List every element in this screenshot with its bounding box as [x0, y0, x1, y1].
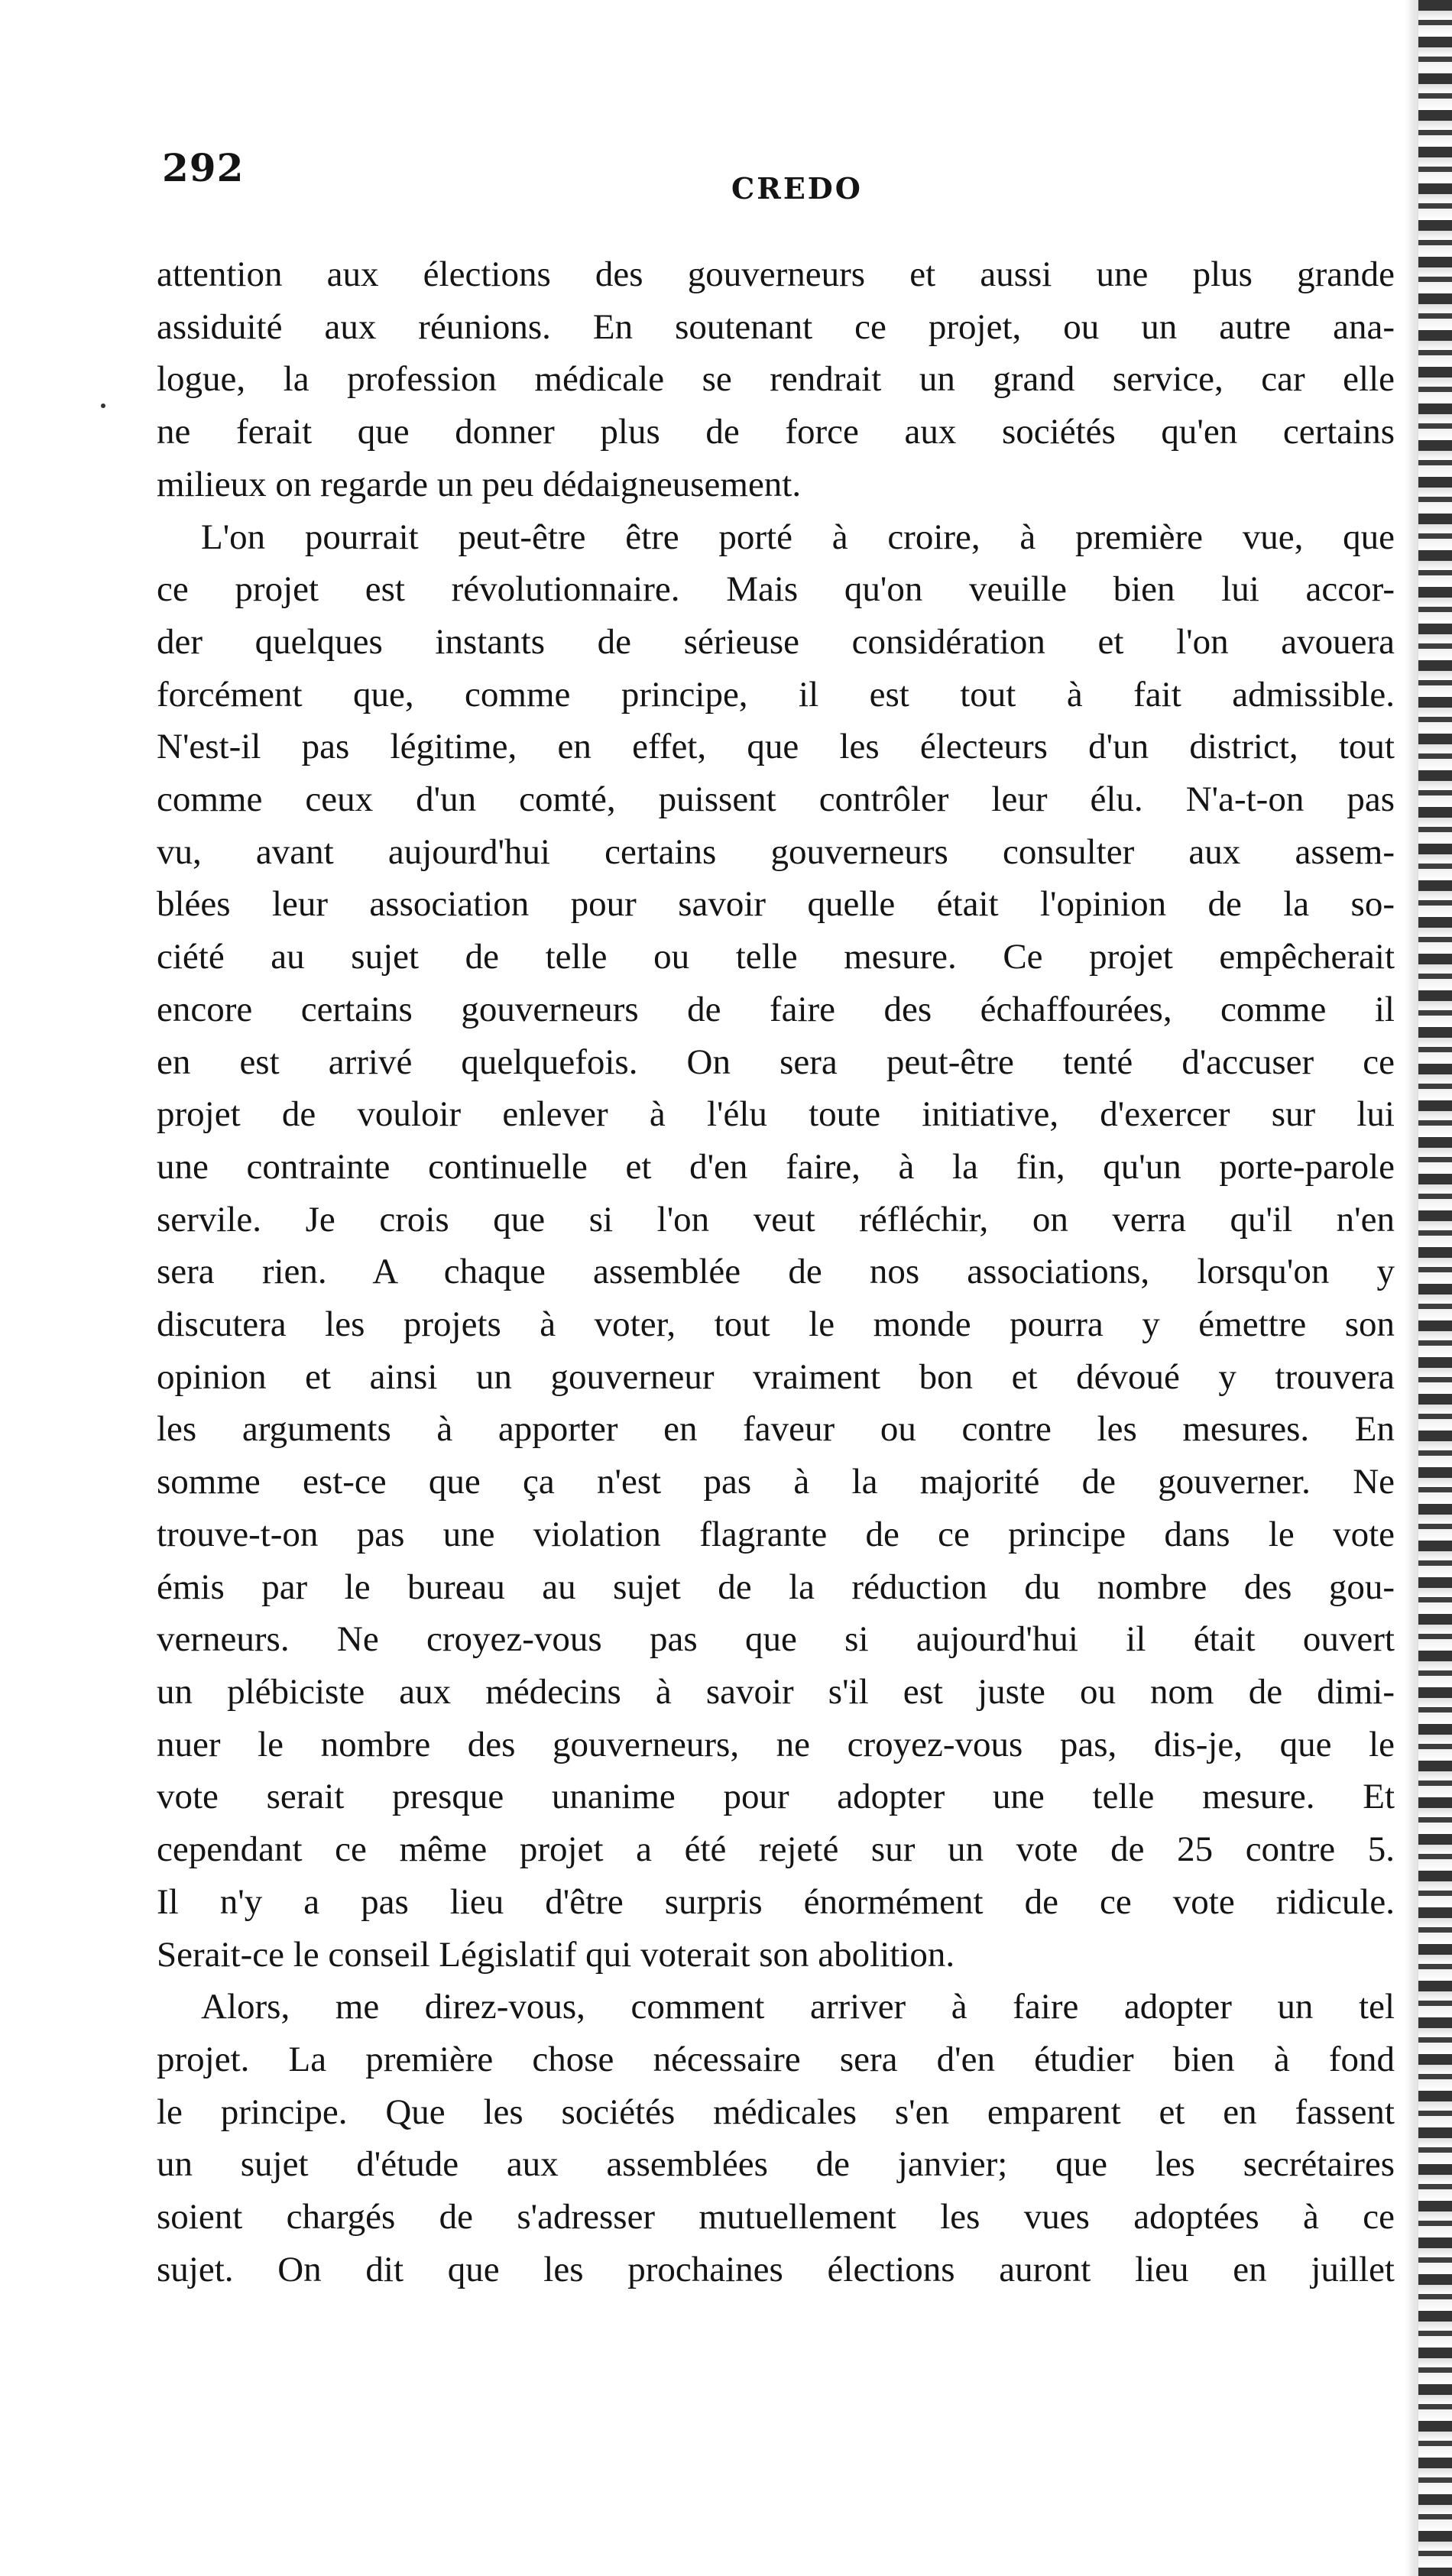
paragraph-2: [157, 511, 1395, 1981]
running-title: CREDO: [731, 171, 863, 206]
text-line: opinion et ainsi un gouverneur vraiment bon et dévoué y trouvera: [157, 1356, 1395, 1397]
text-line: émis par le bureau au sujet de la réduction du nombre des gou-: [157, 1567, 1395, 1607]
text-line: der quelques instants de sérieuse considération et l'on avouera: [157, 621, 1395, 662]
text-line: un sujet d'étude aux assemblées de janvier; que les secrétaires: [157, 2144, 1395, 2185]
text-line: soient chargés de s'adresser mutuellement les vues adoptées à ce: [157, 2197, 1395, 2237]
text-line: milieux on regarde un peu dédaigneusement.: [157, 464, 802, 504]
text-line: L'on pourrait peut-être être porté à croire, à première vue, que: [201, 517, 1395, 557]
text-line: logue, la profession médicale se rendrait un grand service, car elle: [157, 359, 1395, 400]
text-line: projet de vouloir enlever à l'élu toute initiative, d'exercer sur lui: [157, 1094, 1395, 1135]
text-line: N'est-il pas légitime, en effet, que les électeurs d'un district, tout: [157, 727, 1395, 767]
binding-edge: [1418, 0, 1452, 2576]
text-line: ce projet est révolutionnaire. Mais qu'on veuille bien lui accor-: [157, 569, 1395, 610]
print-speck: [101, 403, 105, 408]
page-header: [162, 145, 1385, 206]
text-line: discutera les projets à voter, tout le monde pourra y émettre son: [157, 1304, 1395, 1345]
text-line: trouve-t-on pas une violation flagrante de ce principe dans le vote: [157, 1514, 1395, 1554]
text-line: verneurs. Ne croyez-vous pas que si aujourd'hui il était ouvert: [157, 1619, 1395, 1660]
page-number: 292: [162, 145, 245, 190]
text-line: ne ferait que donner plus de force aux sociétés qu'en certains: [157, 412, 1395, 452]
text-line: Serait-ce le conseil Législatif qui voterait son abolition.: [157, 1934, 955, 1975]
text-line: en est arrivé quelquefois. On sera peut-être tenté d'accuser ce: [157, 1042, 1395, 1082]
text-line: un plébiciste aux médecins à savoir s'il est juste ou nom de dimi-: [157, 1671, 1395, 1712]
text-line: blées leur association pour savoir quelle était l'opinion de la so-: [157, 884, 1395, 925]
text-line: encore certains gouverneurs de faire des échaffourées, comme il: [157, 989, 1395, 1029]
text-line: vote serait presque unanime pour adopter une telle mesure. Et: [157, 1777, 1395, 1817]
text-line: le principe. Que les sociétés médicales s'en emparent et en fassent: [157, 2092, 1395, 2132]
text-line: attention aux élections des gouverneurs et aussi une plus grande: [157, 254, 1395, 294]
text-line: sera rien. A chaque assemblée de nos associations, lorsqu'on y: [157, 1252, 1395, 1292]
text-line: projet. La première chose nécessaire sera d'en étudier bien à fond: [157, 2039, 1395, 2079]
text-line: Alors, me direz-vous, comment arriver à faire adopter un tel: [201, 1987, 1395, 2027]
text-line: une contrainte continuelle et d'en faire, à la fin, qu'un porte-parole: [157, 1146, 1395, 1187]
body-text: [157, 248, 1395, 2296]
paragraph-1: [157, 248, 1395, 511]
text-line: forcément que, comme principe, il est tout à fait admissible.: [157, 674, 1395, 714]
paragraph-3: [157, 1981, 1395, 2296]
text-line: servile. Je crois que si l'on veut réfléchir, on verra qu'il n'en: [157, 1199, 1395, 1239]
text-line: sujet. On dit que les prochaines élections auront lieu en juillet: [157, 2249, 1395, 2289]
text-line: assiduité aux réunions. En soutenant ce projet, ou un autre ana-: [157, 306, 1395, 347]
text-line: cependant ce même projet a été rejeté sur un vote de 25 contre 5.: [157, 1829, 1395, 1870]
text-line: les arguments à apporter en faveur ou contre les mesures. En: [157, 1409, 1395, 1450]
text-line: somme est-ce que ça n'est pas à la majorité de gouverner. Ne: [157, 1462, 1395, 1502]
text-line: ciété au sujet de telle ou telle mesure. Ce projet empêcherait: [157, 937, 1395, 977]
text-line: comme ceux d'un comté, puissent contrôler leur élu. N'a-t-on pas: [157, 779, 1395, 820]
text-line: nuer le nombre des gouverneurs, ne croyez-vous pas, dis-je, que le: [157, 1724, 1395, 1764]
text-line: Il n'y a pas lieu d'être surpris énormément de ce vote ridicule.: [157, 1881, 1395, 1922]
text-line: vu, avant aujourd'hui certains gouverneurs consulter aux assem-: [157, 831, 1395, 872]
